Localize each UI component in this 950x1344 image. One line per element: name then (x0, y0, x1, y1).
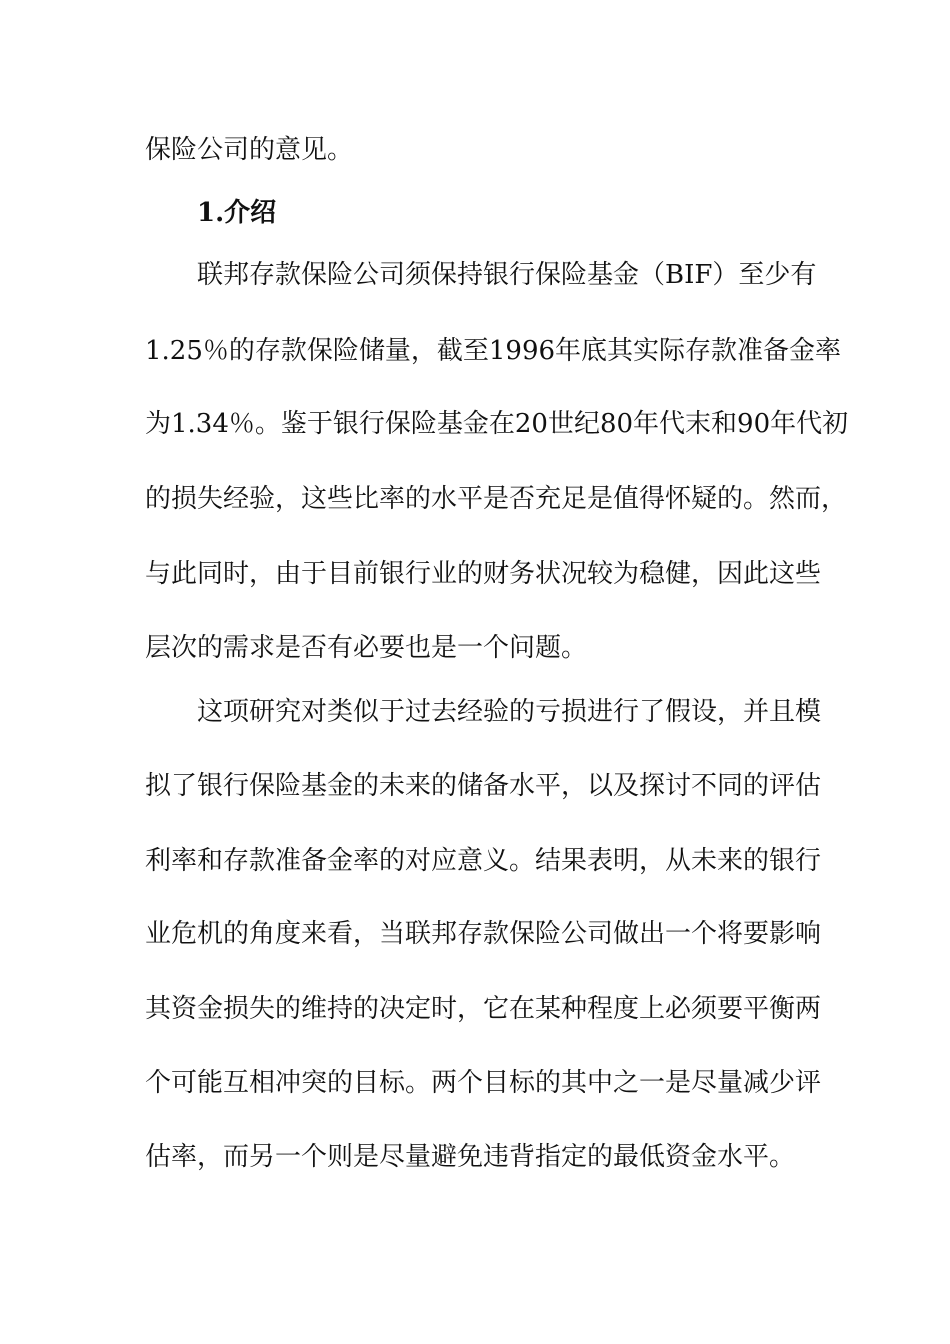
paragraph-1-line: 联邦存款保险公司须保持银行保险基金（BIF）至少有 (197, 260, 817, 290)
paragraph-1-line: 与此同时，由于目前银行业的财务状况较为稳健，因此这些 (145, 559, 822, 589)
paragraph-2-line: 利率和存款准备金率的对应意义。结果表明，从未来的银行 (145, 846, 822, 876)
paragraph-2-line: 这项研究对类似于过去经验的亏损进行了假设，并且模 (197, 697, 822, 727)
paragraph-1-line: 1.25％的存款保险储量，截至1996年底其实际存款准备金率 (145, 336, 842, 366)
paragraph-2-line: 个可能互相冲突的目标。两个目标的其中之一是尽量减少评 (145, 1068, 822, 1098)
paragraph-1-line: 为1.34％。鉴于银行保险基金在20世纪80年代末和90年代初 (145, 409, 849, 439)
paragraph-2-line: 拟了银行保险基金的未来的储备水平，以及探讨不同的评估 (145, 771, 822, 801)
paragraph-2-line: 业危机的角度来看，当联邦存款保险公司做出一个将要影响 (145, 919, 822, 949)
paragraph-1-line: 的损失经验，这些比率的水平是否充足是值得怀疑的。然而， (145, 484, 848, 514)
section-heading: 1.介绍 (197, 198, 277, 228)
paragraph-2-line: 估率，而另一个则是尽量避免违背指定的最低资金水平。 (145, 1142, 796, 1172)
paragraph-2-line: 其资金损失的维持的决定时，它在某种程度上必须要平衡两 (145, 994, 822, 1024)
lead-text-line: 保险公司的意见。 (145, 135, 354, 165)
paragraph-1-line: 层次的需求是否有必要也是一个问题。 (145, 633, 588, 663)
